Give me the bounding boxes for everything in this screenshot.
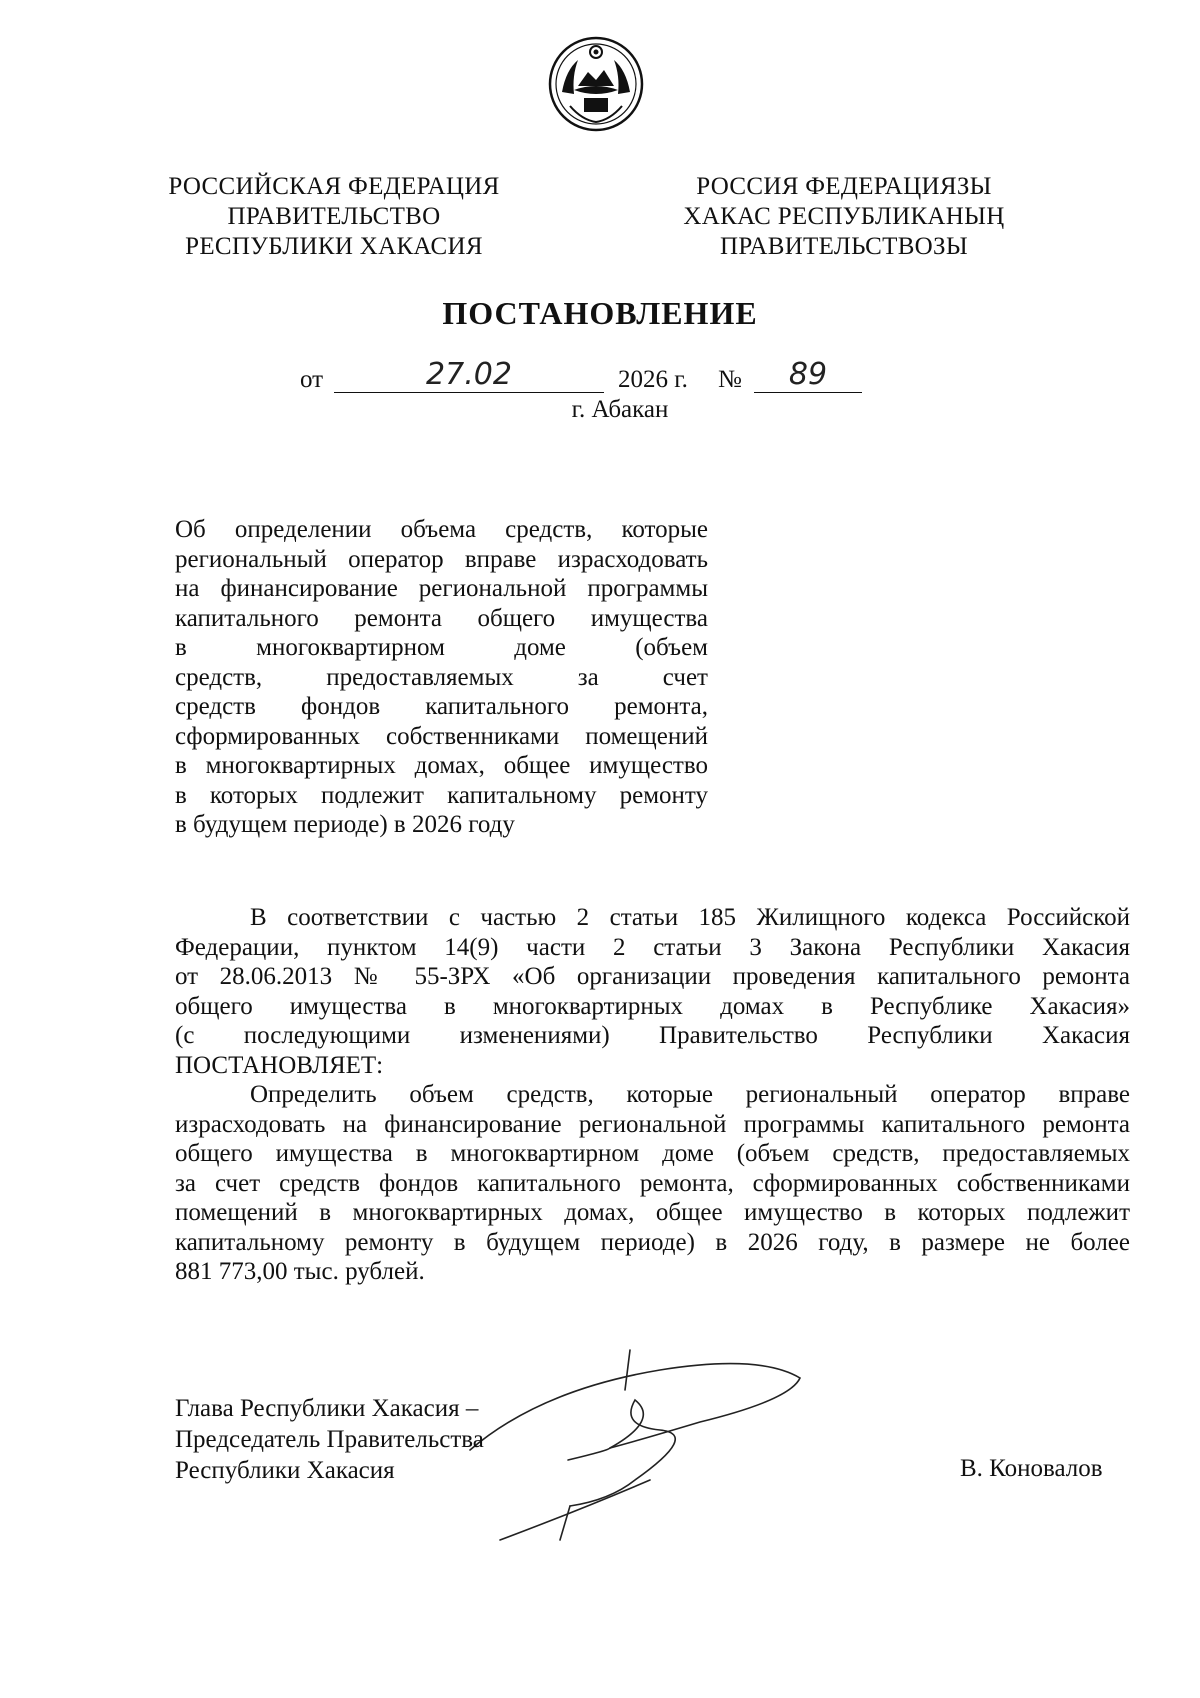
subject-line: Об определении объема средств, которые <box>175 516 708 543</box>
subject-line: в которых подлежит капитальному ремонту <box>175 781 708 809</box>
subject-line: региональный оператор вправе израсходовать <box>175 545 708 573</box>
subject-line: в многоквартирном доме (объем <box>175 634 708 661</box>
header-right-line: ХАКАС РЕСПУБЛИКАНЫҢ <box>683 203 1005 230</box>
header-left-line: РОССИЙСКАЯ ФЕДЕРАЦИЯ <box>168 173 500 200</box>
document-title: ПОСТАНОВЛЕНИЕ <box>442 295 758 331</box>
signatory-position-line: Глава Республики Хакасия – <box>175 1395 479 1422</box>
header-right <box>644 172 1044 262</box>
body-line: (с последующими изменениями) Правительство Республики Хакасия <box>175 1022 1130 1049</box>
signatory-position-line: Республики Хакасия <box>175 1457 395 1484</box>
from-label: от <box>300 366 324 393</box>
body-line: общего имущества в многоквартирных домах в Республике Хакасия» <box>175 992 1130 1020</box>
body-line: израсходовать на финансирование региональной программы капитального ремонта <box>175 1110 1130 1138</box>
body-line: Определить объем средств, которые региональный оператор вправе <box>250 1081 1130 1108</box>
year-label: 2026 г. <box>618 366 688 393</box>
body-line: 881 773,00 тыс. рублей. <box>175 1258 425 1285</box>
signatory-position-line: Председатель Правительства <box>175 1426 484 1453</box>
handwritten-date: 27.02 <box>334 360 604 393</box>
subject-line: в будущем периоде) в 2026 году <box>175 811 515 838</box>
body-line: от 28.06.2013 № 55-ЗРХ «Об организации проведения капитального ремонта <box>175 963 1130 990</box>
body-line: общего имущества в многоквартирном доме (объем средств, предоставляемых <box>175 1140 1130 1167</box>
body-line: помещений в многоквартирных домах, общее имущество в которых подлежит <box>175 1199 1130 1226</box>
handwritten-number: 89 <box>754 360 862 393</box>
coat-of-arms-icon <box>548 36 644 132</box>
subject-line: капитального ремонта общего имущества <box>175 604 708 632</box>
subject-line: сформированных собственниками помещений <box>175 722 708 750</box>
header-right-line: РОССИЯ ФЕДЕРАЦИЯЗЫ <box>696 173 992 200</box>
subject-line: в многоквартирных домах, общее имущество <box>175 752 708 779</box>
body-line: ПОСТАНОВЛЯЕТ: <box>175 1051 384 1079</box>
body-line: В соответствии с частью 2 статьи 185 Жилищного кодекса Российской <box>250 904 1130 931</box>
signatory-name: В. Коновалов <box>960 1455 1103 1482</box>
date-number-line <box>300 357 900 400</box>
header-left-line: РЕСПУБЛИКИ ХАКАСИЯ <box>185 233 483 260</box>
subject-line: на финансирование региональной программы <box>175 575 708 602</box>
header-left <box>134 172 534 262</box>
signatory-position <box>175 1393 575 1486</box>
header-left-line: ПРАВИТЕЛЬСТВО <box>227 203 441 230</box>
body-text <box>175 903 1130 1287</box>
city: г. Абакан <box>571 396 669 423</box>
subject-line: средств, предоставляемых за счет <box>175 663 708 691</box>
body-line: за счет средств фондов капитального ремонта, сформированных собственниками <box>175 1169 1130 1197</box>
number-label: № <box>718 366 742 393</box>
body-line: Федерации, пунктом 14(9) части 2 статьи 3 Закона Республики Хакасия <box>175 933 1130 961</box>
header-right-line: ПРАВИТЕЛЬСТВОЗЫ <box>720 233 968 260</box>
body-line: капитальному ремонту в будущем периоде) в 2026 году, в размере не более <box>175 1228 1130 1256</box>
subject-line: средств фондов капитального ремонта, <box>175 693 708 720</box>
subject-block <box>175 515 708 840</box>
